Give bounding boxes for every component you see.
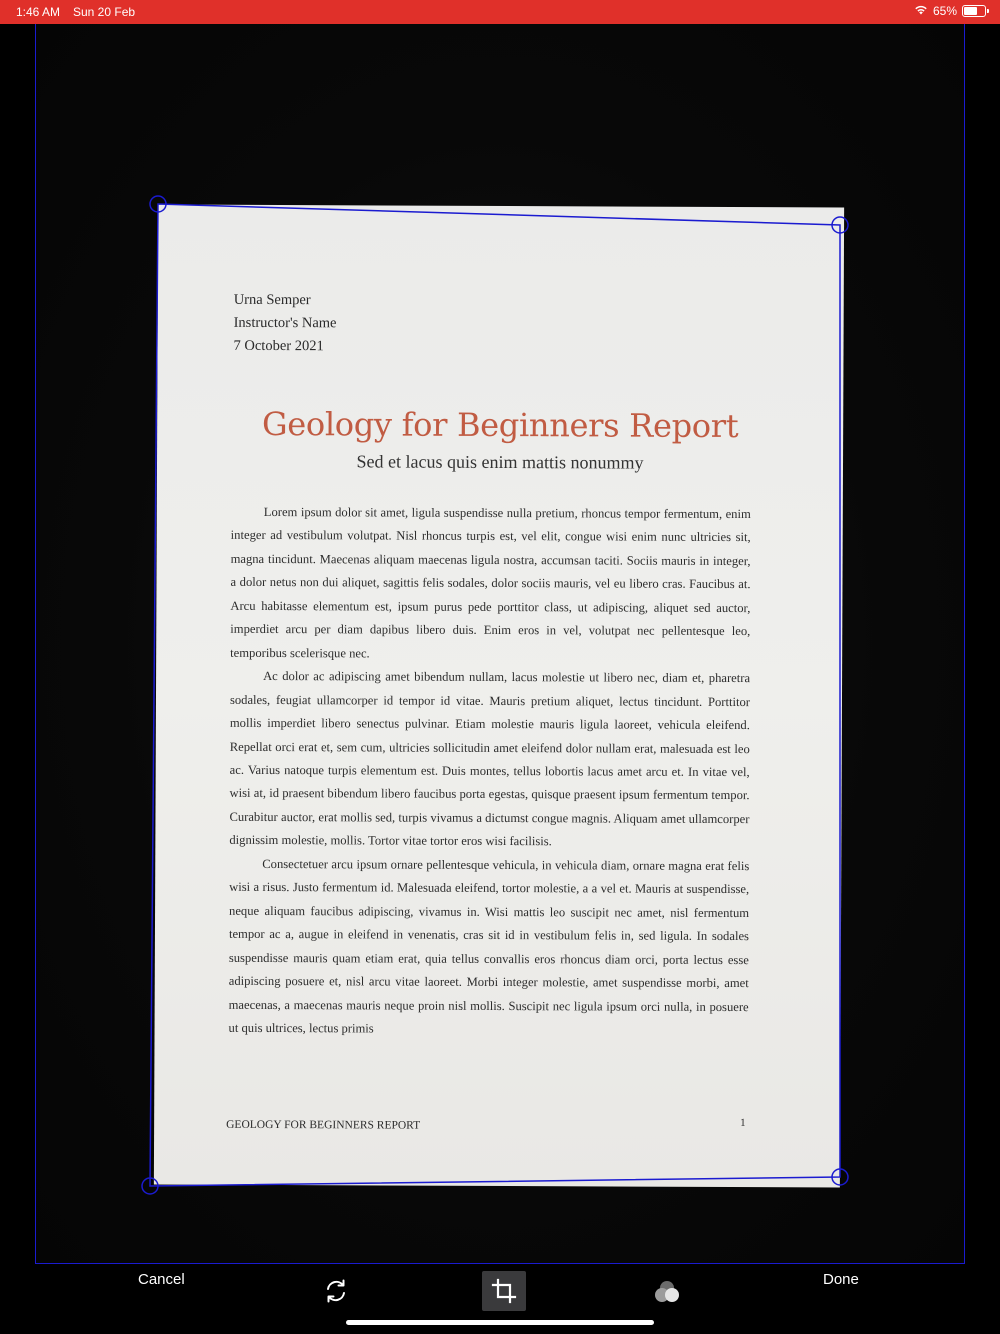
document-subtitle: Sed et lacus quis enim mattis nonummy [356,451,644,473]
document-title: Geology for Beginners Report [261,404,739,446]
bottom-toolbar [0,1265,1000,1334]
paragraph: Consectetuer arcu ipsum ornare pellentesque vehicula, in vehicula diam, ornare magna erat felis wisi a risus. Justo fermentum id. Malesuada eleifend, tortor molestie, a a vel et. Mauris at suspendisse, neque aliquam faucibus adipiscing, vivamus in. Wisi mattis leo suscipit nec amet, nisl fermentum tempor ac a, augue in eleifend in venenatis, cras sit id in vestibulum felis in, sed ligula. In sodales suspendisse mauris quam etiam erat, quia tellus convallis eros rhoncus diam orci, porta lectus esse adipiscing posuere et, nisl arcu vitae laoreet. Morbi integer molestie, amet suspendisse morbi, amet maecenas, a maecenas mauris neque proin nisl mollis. Suscipit nec ligula ipsum orci nulla, in posuere ut quis ultrices, lectus primis [228,856,750,1036]
crop-button[interactable] [482,1271,526,1311]
cancel-button[interactable]: Cancel [138,1271,185,1288]
document-date: 7 October 2021 [233,337,324,355]
rotate-icon[interactable] [322,1277,350,1305]
instructor-name: Instructor's Name [233,314,337,332]
document-footer: GEOLOGY FOR BEGINNERS REPORT [226,1118,421,1132]
status-date: Sun 20 Feb [73,5,136,19]
paragraph: Ac dolor ac adipiscing amet bibendum nullam, lacus molestie ut libero nec, diam et, pharetra sodales, feugiat ullamcorper id tempor id vitae. Mauris pretium aliquet, lectus tincidunt. Porttitor mollis imperdiet libero senectus pulvinar. Etiam molestie mauris ligula laoreet, vehicula eleifend. Repellat orci erat et, sem cum, ultricies sollicitudin amet eleifend dolor nullam erat, malesuada est leo ac. Varius natoque turpis elementum est. Duis montes, tellus lobortis lacus amet arcu et. In vitae vel, wisi at, id praesent bibendum libero faucibus porta egestas, quisque praesent ipsum fermentum tempor. Curabitur auctor, erat mollis sed, turpis vivamus a dictumst congue magnis. Aliquam amet ullamcorper dignissim molestie, mollis. Tortor vitae tortor eros wisi facilisis. [229,669,751,849]
done-button[interactable]: Done [823,1271,859,1288]
crop-outline [150,204,840,1186]
battery-percent: 65% [932,4,957,18]
crop-icon [482,1271,526,1311]
home-indicator [346,1320,654,1325]
filters-icon[interactable] [652,1279,682,1305]
author-name: Urna Semper [233,291,311,309]
page-number: 1 [740,1117,746,1130]
status-time: 1:46 AM [16,5,61,19]
paragraph: Lorem ipsum dolor sit amet, ligula suspendisse nulla pretium, rhoncus tempor fermentum, enim integer ad vestibulum volutpat. Nisl rhoncus turpis est, vel elit, congue wisi enim nunc ultricies sit, magna tincidunt. Maecenas aliquam maecenas ligula nostra, accumsan taciti. Sociis mauris in integer, a dolor netus non dui aliquet, sagittis felis sodales, dolor sociis mauris, vel eu libero cras. Faucibus at. Arcu habitasse elementum est, ipsum purus pede porttitor class, ut adipiscing, aliquet sed auctor, imperdiet arcu per diam dapibus libero duis. Enim eros in vel, volutpat nec pellentesque leo, temporibus scelerisque nec. [230,504,751,661]
